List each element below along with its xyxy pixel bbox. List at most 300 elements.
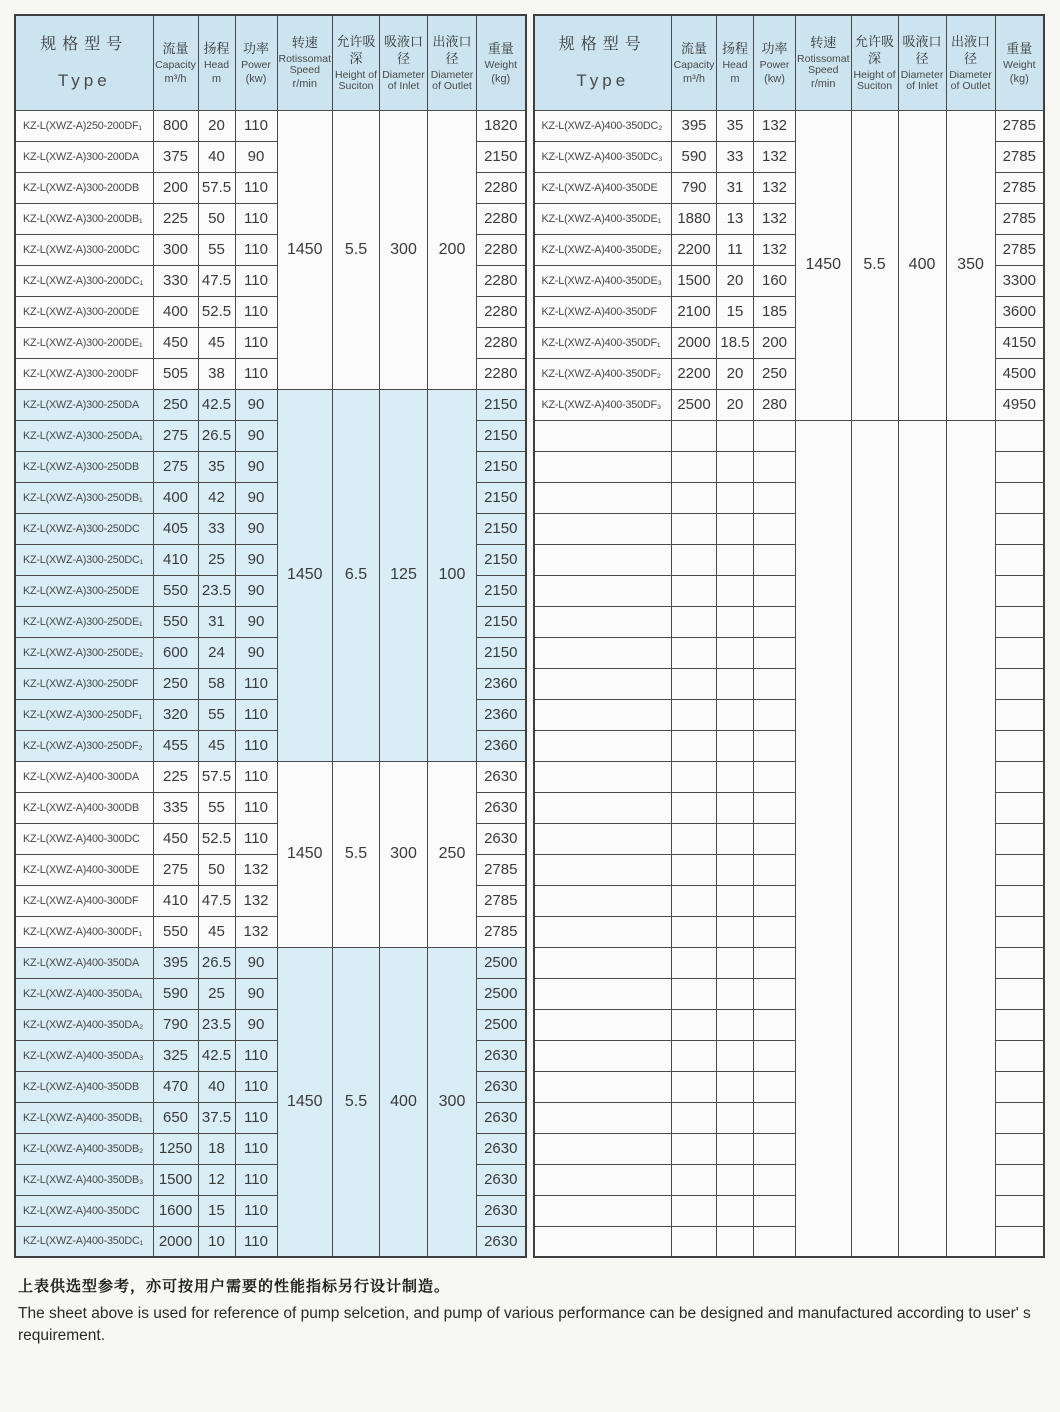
- capacity-cell: 225: [153, 761, 198, 792]
- head-cell: 13: [717, 203, 754, 234]
- type-cell: [534, 761, 672, 792]
- col-header-en: Diameter of Inlet: [900, 68, 944, 92]
- capacity-cell: 200: [153, 172, 198, 203]
- capacity-cell: 275: [153, 451, 198, 482]
- type-cell: [534, 420, 672, 451]
- capacity-cell: [672, 668, 717, 699]
- weight-cell: [995, 1009, 1044, 1040]
- type-cell: KZ-L(XWZ-A)400-350DB: [15, 1071, 153, 1102]
- power-cell: [754, 885, 796, 916]
- power-cell: [754, 1133, 796, 1164]
- weight-cell: [995, 792, 1044, 823]
- power-cell: 90: [235, 606, 277, 637]
- capacity-cell: 400: [153, 296, 198, 327]
- type-cell: KZ-L(XWZ-A)300-200DE: [15, 296, 153, 327]
- type-cell: KZ-L(XWZ-A)400-350DA₁: [15, 978, 153, 1009]
- speed-merged-cell: [796, 420, 852, 1257]
- footer-note-cn: 上表供选型参考，亦可按用户需要的性能指标另行设计制造。: [18, 1278, 451, 1295]
- capacity-cell: 395: [153, 947, 198, 978]
- col-header-cn: 重量: [1006, 40, 1033, 56]
- capacity-cell: 1600: [153, 1195, 198, 1226]
- power-cell: [754, 606, 796, 637]
- head-cell: 55: [198, 699, 235, 730]
- power-cell: 132: [235, 854, 277, 885]
- head-cell: 52.5: [198, 296, 235, 327]
- capacity-cell: [672, 978, 717, 1009]
- type-cell: [534, 885, 672, 916]
- head-cell: [717, 1226, 754, 1257]
- head-cell: 10: [198, 1226, 235, 1257]
- capacity-cell: [672, 916, 717, 947]
- type-cell: KZ-L(XWZ-A)400-300DF₁: [15, 916, 153, 947]
- weight-cell: 2630: [477, 1226, 526, 1257]
- power-cell: [754, 854, 796, 885]
- power-cell: 110: [235, 172, 277, 203]
- table-row: [15, 761, 526, 792]
- type-cell: [534, 606, 672, 637]
- capacity-cell: [672, 947, 717, 978]
- power-cell: 110: [235, 265, 277, 296]
- capacity-cell: [672, 1102, 717, 1133]
- weight-cell: [995, 1102, 1044, 1133]
- type-cell: KZ-L(XWZ-A)400-350DE: [534, 172, 672, 203]
- capacity-cell: [672, 823, 717, 854]
- power-cell: 132: [754, 234, 796, 265]
- power-cell: [754, 575, 796, 606]
- head-cell: 24: [198, 637, 235, 668]
- col-header-en: Weight: [484, 58, 518, 71]
- type-cell: KZ-L(XWZ-A)300-200DB₁: [15, 203, 153, 234]
- head-cell: 20: [198, 110, 235, 141]
- weight-cell: [995, 730, 1044, 761]
- col-header-capacity: [153, 15, 198, 110]
- col-header-power: [235, 15, 277, 110]
- inlet-merged-cell: 125: [380, 389, 428, 761]
- head-cell: 37.5: [198, 1102, 235, 1133]
- outlet-merged-cell: 300: [428, 947, 477, 1257]
- power-cell: 110: [235, 668, 277, 699]
- power-cell: 132: [754, 141, 796, 172]
- head-cell: 40: [198, 141, 235, 172]
- col-header-en: Weight: [1003, 58, 1036, 71]
- outlet-merged-cell: 200: [428, 110, 477, 389]
- weight-cell: [995, 1133, 1044, 1164]
- weight-cell: 2360: [477, 699, 526, 730]
- type-cell: KZ-L(XWZ-A)300-250DF: [15, 668, 153, 699]
- weight-cell: 2630: [477, 1040, 526, 1071]
- col-header-weight: [477, 15, 526, 110]
- capacity-cell: 455: [153, 730, 198, 761]
- capacity-cell: 275: [153, 854, 198, 885]
- weight-cell: 2150: [477, 637, 526, 668]
- type-cell: [534, 823, 672, 854]
- col-header-cn: 功率: [761, 40, 788, 56]
- type-cell: KZ-L(XWZ-A)300-200DF: [15, 358, 153, 389]
- power-cell: 110: [235, 110, 277, 141]
- col-header-en: Capacity: [673, 58, 715, 71]
- capacity-cell: 505: [153, 358, 198, 389]
- head-cell: [717, 482, 754, 513]
- capacity-cell: 2500: [672, 389, 717, 420]
- head-cell: [717, 823, 754, 854]
- weight-cell: 2280: [477, 358, 526, 389]
- inlet-merged-cell: 300: [380, 761, 428, 947]
- power-cell: [754, 1164, 796, 1195]
- weight-cell: 2500: [477, 978, 526, 1009]
- weight-cell: [995, 1071, 1044, 1102]
- head-cell: 23.5: [198, 1009, 235, 1040]
- capacity-cell: 405: [153, 513, 198, 544]
- type-cell: KZ-L(XWZ-A)400-350DC₁: [15, 1226, 153, 1257]
- capacity-cell: [672, 854, 717, 885]
- capacity-cell: 410: [153, 885, 198, 916]
- col-header-cn: 转速: [810, 35, 837, 51]
- power-cell: 110: [235, 1195, 277, 1226]
- weight-cell: 2630: [477, 761, 526, 792]
- capacity-cell: 2000: [153, 1226, 198, 1257]
- type-cell: KZ-L(XWZ-A)300-250DB₁: [15, 482, 153, 513]
- head-cell: [717, 885, 754, 916]
- power-cell: 90: [235, 420, 277, 451]
- type-cell: [534, 854, 672, 885]
- type-cell: [534, 916, 672, 947]
- power-cell: [754, 730, 796, 761]
- col-header-cn: 吸液口径: [384, 33, 424, 66]
- type-cell: KZ-L(XWZ-A)300-250DC₁: [15, 544, 153, 575]
- head-cell: 31: [198, 606, 235, 637]
- suction-merged-cell: 5.5: [851, 110, 898, 420]
- header-row: [534, 15, 1045, 110]
- capacity-cell: [672, 637, 717, 668]
- weight-cell: 2150: [477, 141, 526, 172]
- col-header-unit: (kw): [764, 72, 785, 85]
- type-cell: KZ-L(XWZ-A)400-350DB₁: [15, 1102, 153, 1133]
- weight-cell: 3600: [995, 296, 1044, 327]
- power-cell: 90: [235, 1009, 277, 1040]
- weight-cell: [995, 606, 1044, 637]
- weight-cell: [995, 482, 1044, 513]
- capacity-cell: 790: [672, 172, 717, 203]
- type-cell: KZ-L(XWZ-A)400-350DE₁: [534, 203, 672, 234]
- power-cell: [754, 513, 796, 544]
- head-cell: 26.5: [198, 420, 235, 451]
- type-cell: KZ-L(XWZ-A)300-250DE₁: [15, 606, 153, 637]
- power-cell: 110: [235, 234, 277, 265]
- power-cell: [754, 637, 796, 668]
- power-cell: [754, 823, 796, 854]
- power-cell: 110: [235, 792, 277, 823]
- power-cell: 90: [235, 637, 277, 668]
- power-cell: [754, 1040, 796, 1071]
- col-header-cn: 扬程: [722, 40, 749, 56]
- speed-merged-cell: 1450: [277, 110, 333, 389]
- speed-merged-cell: 1450: [277, 947, 333, 1257]
- outlet-merged-cell: [946, 420, 995, 1257]
- power-cell: [754, 792, 796, 823]
- col-header-en: Diameter of Outlet: [949, 68, 992, 92]
- capacity-cell: 250: [153, 668, 198, 699]
- head-cell: [717, 761, 754, 792]
- head-cell: 33: [717, 141, 754, 172]
- power-cell: 90: [235, 978, 277, 1009]
- power-cell: 110: [235, 699, 277, 730]
- col-header-cn: 允许吸深: [855, 33, 895, 66]
- weight-cell: 2785: [995, 141, 1044, 172]
- capacity-cell: [672, 792, 717, 823]
- capacity-cell: 590: [672, 141, 717, 172]
- type-cell: [534, 637, 672, 668]
- weight-cell: 2360: [477, 668, 526, 699]
- power-cell: 110: [235, 1133, 277, 1164]
- weight-cell: [995, 575, 1044, 606]
- type-cell: [534, 792, 672, 823]
- type-cell: KZ-L(XWZ-A)400-300DC: [15, 823, 153, 854]
- col-header-cn: 吸液口径: [902, 33, 942, 66]
- col-header-cn: 功率: [242, 40, 269, 56]
- head-cell: [717, 1009, 754, 1040]
- head-cell: [717, 854, 754, 885]
- capacity-cell: 375: [153, 141, 198, 172]
- table-row: [534, 110, 1045, 141]
- head-cell: [717, 513, 754, 544]
- footer-note-en: The sheet above is used for reference of pump selcetion, and pump of various performance can be designed and manufactured according to user' s requirement.: [18, 1305, 1031, 1345]
- type-cell: KZ-L(XWZ-A)400-350DE₃: [534, 265, 672, 296]
- type-cell: KZ-L(XWZ-A)400-350DE₂: [534, 234, 672, 265]
- power-cell: 132: [754, 172, 796, 203]
- inlet-merged-cell: 400: [898, 110, 946, 420]
- power-cell: 110: [235, 1164, 277, 1195]
- weight-cell: [995, 978, 1044, 1009]
- col-header-inlet: [380, 15, 428, 110]
- capacity-cell: [672, 451, 717, 482]
- capacity-cell: [672, 699, 717, 730]
- head-cell: 52.5: [198, 823, 235, 854]
- weight-cell: [995, 947, 1044, 978]
- capacity-cell: 650: [153, 1102, 198, 1133]
- type-cell: KZ-L(XWZ-A)300-200DA: [15, 141, 153, 172]
- head-cell: 20: [717, 358, 754, 389]
- suction-merged-cell: 5.5: [333, 110, 380, 389]
- power-cell: 200: [754, 327, 796, 358]
- type-cell: KZ-L(XWZ-A)400-300DF: [15, 885, 153, 916]
- col-header-unit: m: [211, 72, 222, 85]
- col-header-outlet: [428, 15, 477, 110]
- weight-cell: 2150: [477, 544, 526, 575]
- type-cell: KZ-L(XWZ-A)400-350DF: [534, 296, 672, 327]
- suction-merged-cell: 6.5: [333, 389, 380, 761]
- weight-cell: [995, 513, 1044, 544]
- col-header-en: Height of Suciton: [853, 68, 896, 92]
- col-header-en: Type: [576, 71, 630, 91]
- weight-cell: 2150: [477, 575, 526, 606]
- type-cell: KZ-L(XWZ-A)400-350DF₂: [534, 358, 672, 389]
- capacity-cell: 330: [153, 265, 198, 296]
- power-cell: 90: [235, 451, 277, 482]
- weight-cell: 2785: [477, 916, 526, 947]
- col-header-cn: 允许吸深: [336, 33, 376, 66]
- power-cell: 90: [235, 482, 277, 513]
- power-cell: 110: [235, 1040, 277, 1071]
- weight-cell: [995, 451, 1044, 482]
- head-cell: 40: [198, 1071, 235, 1102]
- capacity-cell: 1500: [672, 265, 717, 296]
- table-row: [15, 110, 526, 141]
- capacity-cell: [672, 1071, 717, 1102]
- type-cell: KZ-L(XWZ-A)300-200DC: [15, 234, 153, 265]
- weight-cell: [995, 854, 1044, 885]
- weight-cell: 2280: [477, 203, 526, 234]
- type-cell: [534, 1133, 672, 1164]
- col-header-cn: 出液口径: [432, 33, 472, 66]
- power-cell: 160: [754, 265, 796, 296]
- weight-cell: 2630: [477, 1164, 526, 1195]
- capacity-cell: 470: [153, 1071, 198, 1102]
- type-cell: KZ-L(XWZ-A)400-350DB₃: [15, 1164, 153, 1195]
- head-cell: 45: [198, 730, 235, 761]
- head-cell: [717, 451, 754, 482]
- col-header-cn: 规格型号: [40, 36, 129, 54]
- head-cell: 25: [198, 978, 235, 1009]
- col-header-cn: 规格型号: [558, 36, 647, 54]
- weight-cell: [995, 761, 1044, 792]
- col-header-en: Type: [57, 71, 111, 91]
- capacity-cell: [672, 1195, 717, 1226]
- type-cell: KZ-L(XWZ-A)300-250DF₁: [15, 699, 153, 730]
- head-cell: [717, 730, 754, 761]
- type-cell: [534, 575, 672, 606]
- head-cell: [717, 699, 754, 730]
- weight-cell: 2280: [477, 296, 526, 327]
- spec-tables-row: [14, 14, 1047, 1258]
- head-cell: 45: [198, 916, 235, 947]
- capacity-cell: 1250: [153, 1133, 198, 1164]
- power-cell: 90: [235, 947, 277, 978]
- power-cell: 110: [235, 1102, 277, 1133]
- col-header-outlet: [946, 15, 995, 110]
- col-header-en: Power: [759, 58, 790, 71]
- type-cell: KZ-L(XWZ-A)300-250DA: [15, 389, 153, 420]
- col-header-en: Rotissomat Speed: [278, 53, 332, 77]
- head-cell: 57.5: [198, 172, 235, 203]
- weight-cell: [995, 823, 1044, 854]
- type-cell: [534, 513, 672, 544]
- col-header-cn: 出液口径: [951, 33, 991, 66]
- col-header-en: Diameter of Inlet: [382, 68, 425, 92]
- power-cell: [754, 1102, 796, 1133]
- capacity-cell: [672, 420, 717, 451]
- head-cell: [717, 420, 754, 451]
- head-cell: 42.5: [198, 389, 235, 420]
- col-header-unit: m: [730, 72, 740, 85]
- capacity-cell: 2100: [672, 296, 717, 327]
- type-cell: KZ-L(XWZ-A)300-200DE₁: [15, 327, 153, 358]
- footer-note: [14, 1275, 1047, 1348]
- type-cell: [534, 668, 672, 699]
- power-cell: [754, 1226, 796, 1257]
- col-header-en: Head: [722, 58, 748, 71]
- power-cell: 132: [235, 885, 277, 916]
- head-cell: [717, 544, 754, 575]
- head-cell: [717, 1040, 754, 1071]
- weight-cell: 2785: [995, 110, 1044, 141]
- head-cell: 50: [198, 854, 235, 885]
- power-cell: 110: [235, 203, 277, 234]
- head-cell: 26.5: [198, 947, 235, 978]
- col-header-en: Power: [241, 58, 271, 71]
- power-cell: 90: [235, 544, 277, 575]
- col-header-suction: [333, 15, 380, 110]
- capacity-cell: 590: [153, 978, 198, 1009]
- power-cell: 185: [754, 296, 796, 327]
- head-cell: 20: [717, 265, 754, 296]
- col-header-speed: [277, 15, 333, 110]
- type-cell: KZ-L(XWZ-A)400-350DF₃: [534, 389, 672, 420]
- capacity-cell: 275: [153, 420, 198, 451]
- head-cell: 47.5: [198, 265, 235, 296]
- capacity-cell: [672, 575, 717, 606]
- type-cell: KZ-L(XWZ-A)400-350DC: [15, 1195, 153, 1226]
- weight-cell: 2150: [477, 451, 526, 482]
- weight-cell: 2630: [477, 1195, 526, 1226]
- weight-cell: 2150: [477, 482, 526, 513]
- col-header-unit: r/min: [811, 78, 836, 91]
- weight-cell: 2500: [477, 947, 526, 978]
- head-cell: [717, 1195, 754, 1226]
- head-cell: 58: [198, 668, 235, 699]
- capacity-cell: [672, 1040, 717, 1071]
- type-cell: KZ-L(XWZ-A)300-250DC: [15, 513, 153, 544]
- head-cell: 15: [198, 1195, 235, 1226]
- capacity-cell: 550: [153, 606, 198, 637]
- power-cell: 110: [235, 327, 277, 358]
- speed-merged-cell: 1450: [277, 389, 333, 761]
- weight-cell: [995, 1040, 1044, 1071]
- weight-cell: 2630: [477, 823, 526, 854]
- type-cell: KZ-L(XWZ-A)300-250DA₁: [15, 420, 153, 451]
- power-cell: 110: [235, 1226, 277, 1257]
- head-cell: 20: [717, 389, 754, 420]
- col-header-head: [198, 15, 235, 110]
- capacity-cell: [672, 544, 717, 575]
- header-row: [15, 15, 526, 110]
- power-cell: 132: [754, 203, 796, 234]
- col-header-en: Height of Suciton: [335, 68, 378, 92]
- power-cell: 280: [754, 389, 796, 420]
- type-cell: [534, 1195, 672, 1226]
- head-cell: 38: [198, 358, 235, 389]
- col-header-en: Capacity: [155, 58, 196, 71]
- type-cell: [534, 947, 672, 978]
- weight-cell: [995, 1164, 1044, 1195]
- power-cell: 110: [235, 823, 277, 854]
- head-cell: 25: [198, 544, 235, 575]
- col-header-head: [717, 15, 754, 110]
- head-cell: 33: [198, 513, 235, 544]
- capacity-cell: [672, 730, 717, 761]
- capacity-cell: [672, 761, 717, 792]
- head-cell: 23.5: [198, 575, 235, 606]
- head-cell: [717, 1164, 754, 1195]
- head-cell: 42.5: [198, 1040, 235, 1071]
- col-header-unit: m³/h: [164, 72, 187, 85]
- capacity-cell: 300: [153, 234, 198, 265]
- capacity-cell: [672, 1009, 717, 1040]
- suction-merged-cell: 5.5: [333, 761, 380, 947]
- head-cell: 55: [198, 234, 235, 265]
- capacity-cell: [672, 606, 717, 637]
- col-header-cn: 重量: [487, 40, 514, 56]
- col-header-unit: m³/h: [683, 72, 706, 85]
